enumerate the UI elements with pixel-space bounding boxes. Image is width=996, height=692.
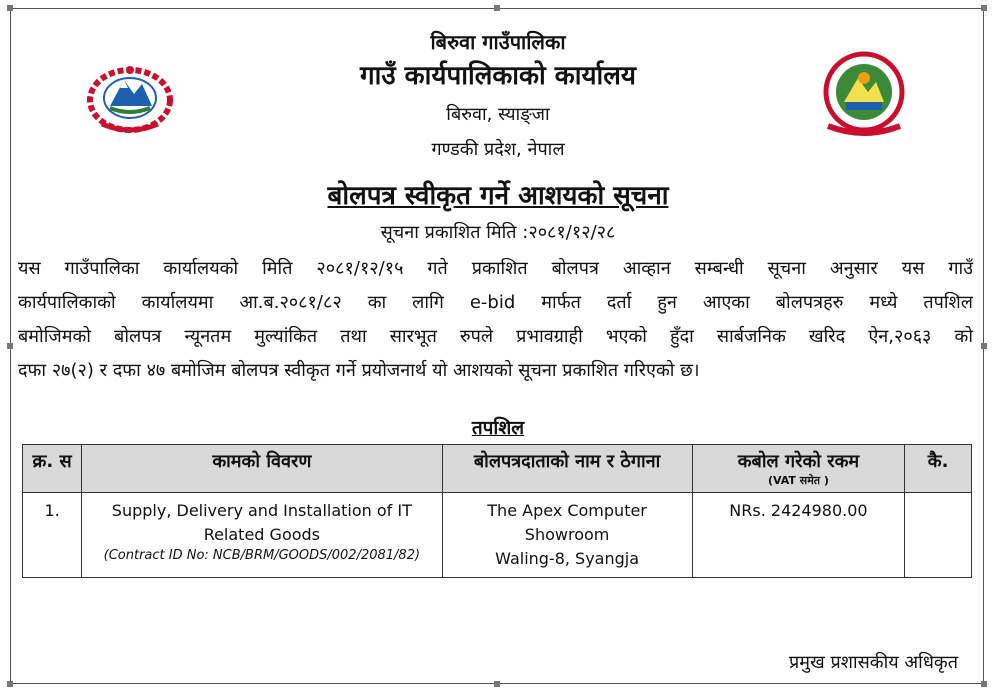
cell-remarks [905, 493, 972, 578]
bidder-address: Waling-8, Syangja [495, 549, 640, 568]
cell-sn: 1. [23, 493, 82, 578]
resize-handle-left[interactable] [7, 343, 13, 349]
bidder-name: The Apex Computer Showroom [487, 501, 647, 544]
body-line: कार्यपालिकाको कार्यालयमा आ.ब.२०८१/८२ का लागि e-bid मार्फत दर्ता हुन आएका बोलपत्रहरु मध्ये तपशिल [18, 292, 973, 313]
signature-title: प्रमुख प्रशासकीय अधिकृत [789, 652, 958, 673]
office-name: गाउँ कार्यपालिकाको कार्यालय [360, 61, 636, 91]
notice-title: बोलपत्र स्वीकृत गर्ने आशयको सूचना [327, 181, 669, 211]
resize-handle-bottom-left[interactable] [7, 681, 13, 687]
schedule-label: तपशिल [471, 417, 525, 439]
resize-handle-right[interactable] [981, 343, 987, 349]
province-name: गण्डकी प्रदेश, नेपाल [431, 139, 565, 160]
table-header-row [23, 445, 972, 493]
description-text: Supply, Delivery and Installation of IT Related Goods [111, 501, 412, 544]
header-sn: क्र. स [23, 445, 82, 493]
office-location: बिरुवा, स्याङ्जा [446, 104, 550, 125]
published-date: सूचना प्रकाशित मिति :२०८१/१२/२८ [380, 222, 616, 243]
header-description: कामको विवरण [82, 445, 442, 493]
body-line: यस गाउँपालिका कार्यालयको मिति २०८१/१२/१५ गते प्रकाशित बोलपत्र आव्हान सम्बन्धी सूचना अनुसार यस गाउँ [18, 258, 973, 279]
header-amount [692, 445, 905, 493]
header-remarks: कै. [905, 445, 972, 493]
contract-id: (Contract ID No: NCB/BRM/GOODS/002/2081/82) [103, 548, 421, 563]
cell-bidder [442, 493, 692, 578]
resize-handle-top[interactable] [494, 5, 500, 11]
resize-handle-top-right[interactable] [981, 5, 987, 11]
table-row [23, 493, 972, 578]
resize-handle-top-left[interactable] [7, 5, 13, 11]
notice-body [18, 252, 973, 388]
header-bidder: बोलपत्रदाताको नाम र ठेगाना [442, 445, 692, 493]
body-line: बमोजिमको बोलपत्र न्यूनतम मुल्यांकित तथा सारभूत रुपले प्रभावग्राही भएको हुँदा सार्बजनिक खरिद ऐन,२०६३ को [18, 326, 973, 347]
resize-handle-bottom-right[interactable] [981, 681, 987, 687]
body-line: दफा २७(२) र दफा ४७ बमोजिम बोलपत्र स्वीकृत गर्ने प्रयोजनार्थ यो आशयको सूचना प्रकाशित गरिएको छ। [18, 360, 700, 381]
cell-amount: NRs. 2424980.00 [692, 493, 905, 578]
cell-description [82, 493, 442, 578]
award-table [22, 444, 972, 578]
municipality-name: बिरुवा गाउँपालिका [430, 30, 566, 54]
header-amount-label: कबोल गरेको रकम [737, 451, 860, 472]
resize-handle-bottom[interactable] [494, 681, 500, 687]
header-amount-note: (VAT समेत ) [767, 474, 829, 487]
